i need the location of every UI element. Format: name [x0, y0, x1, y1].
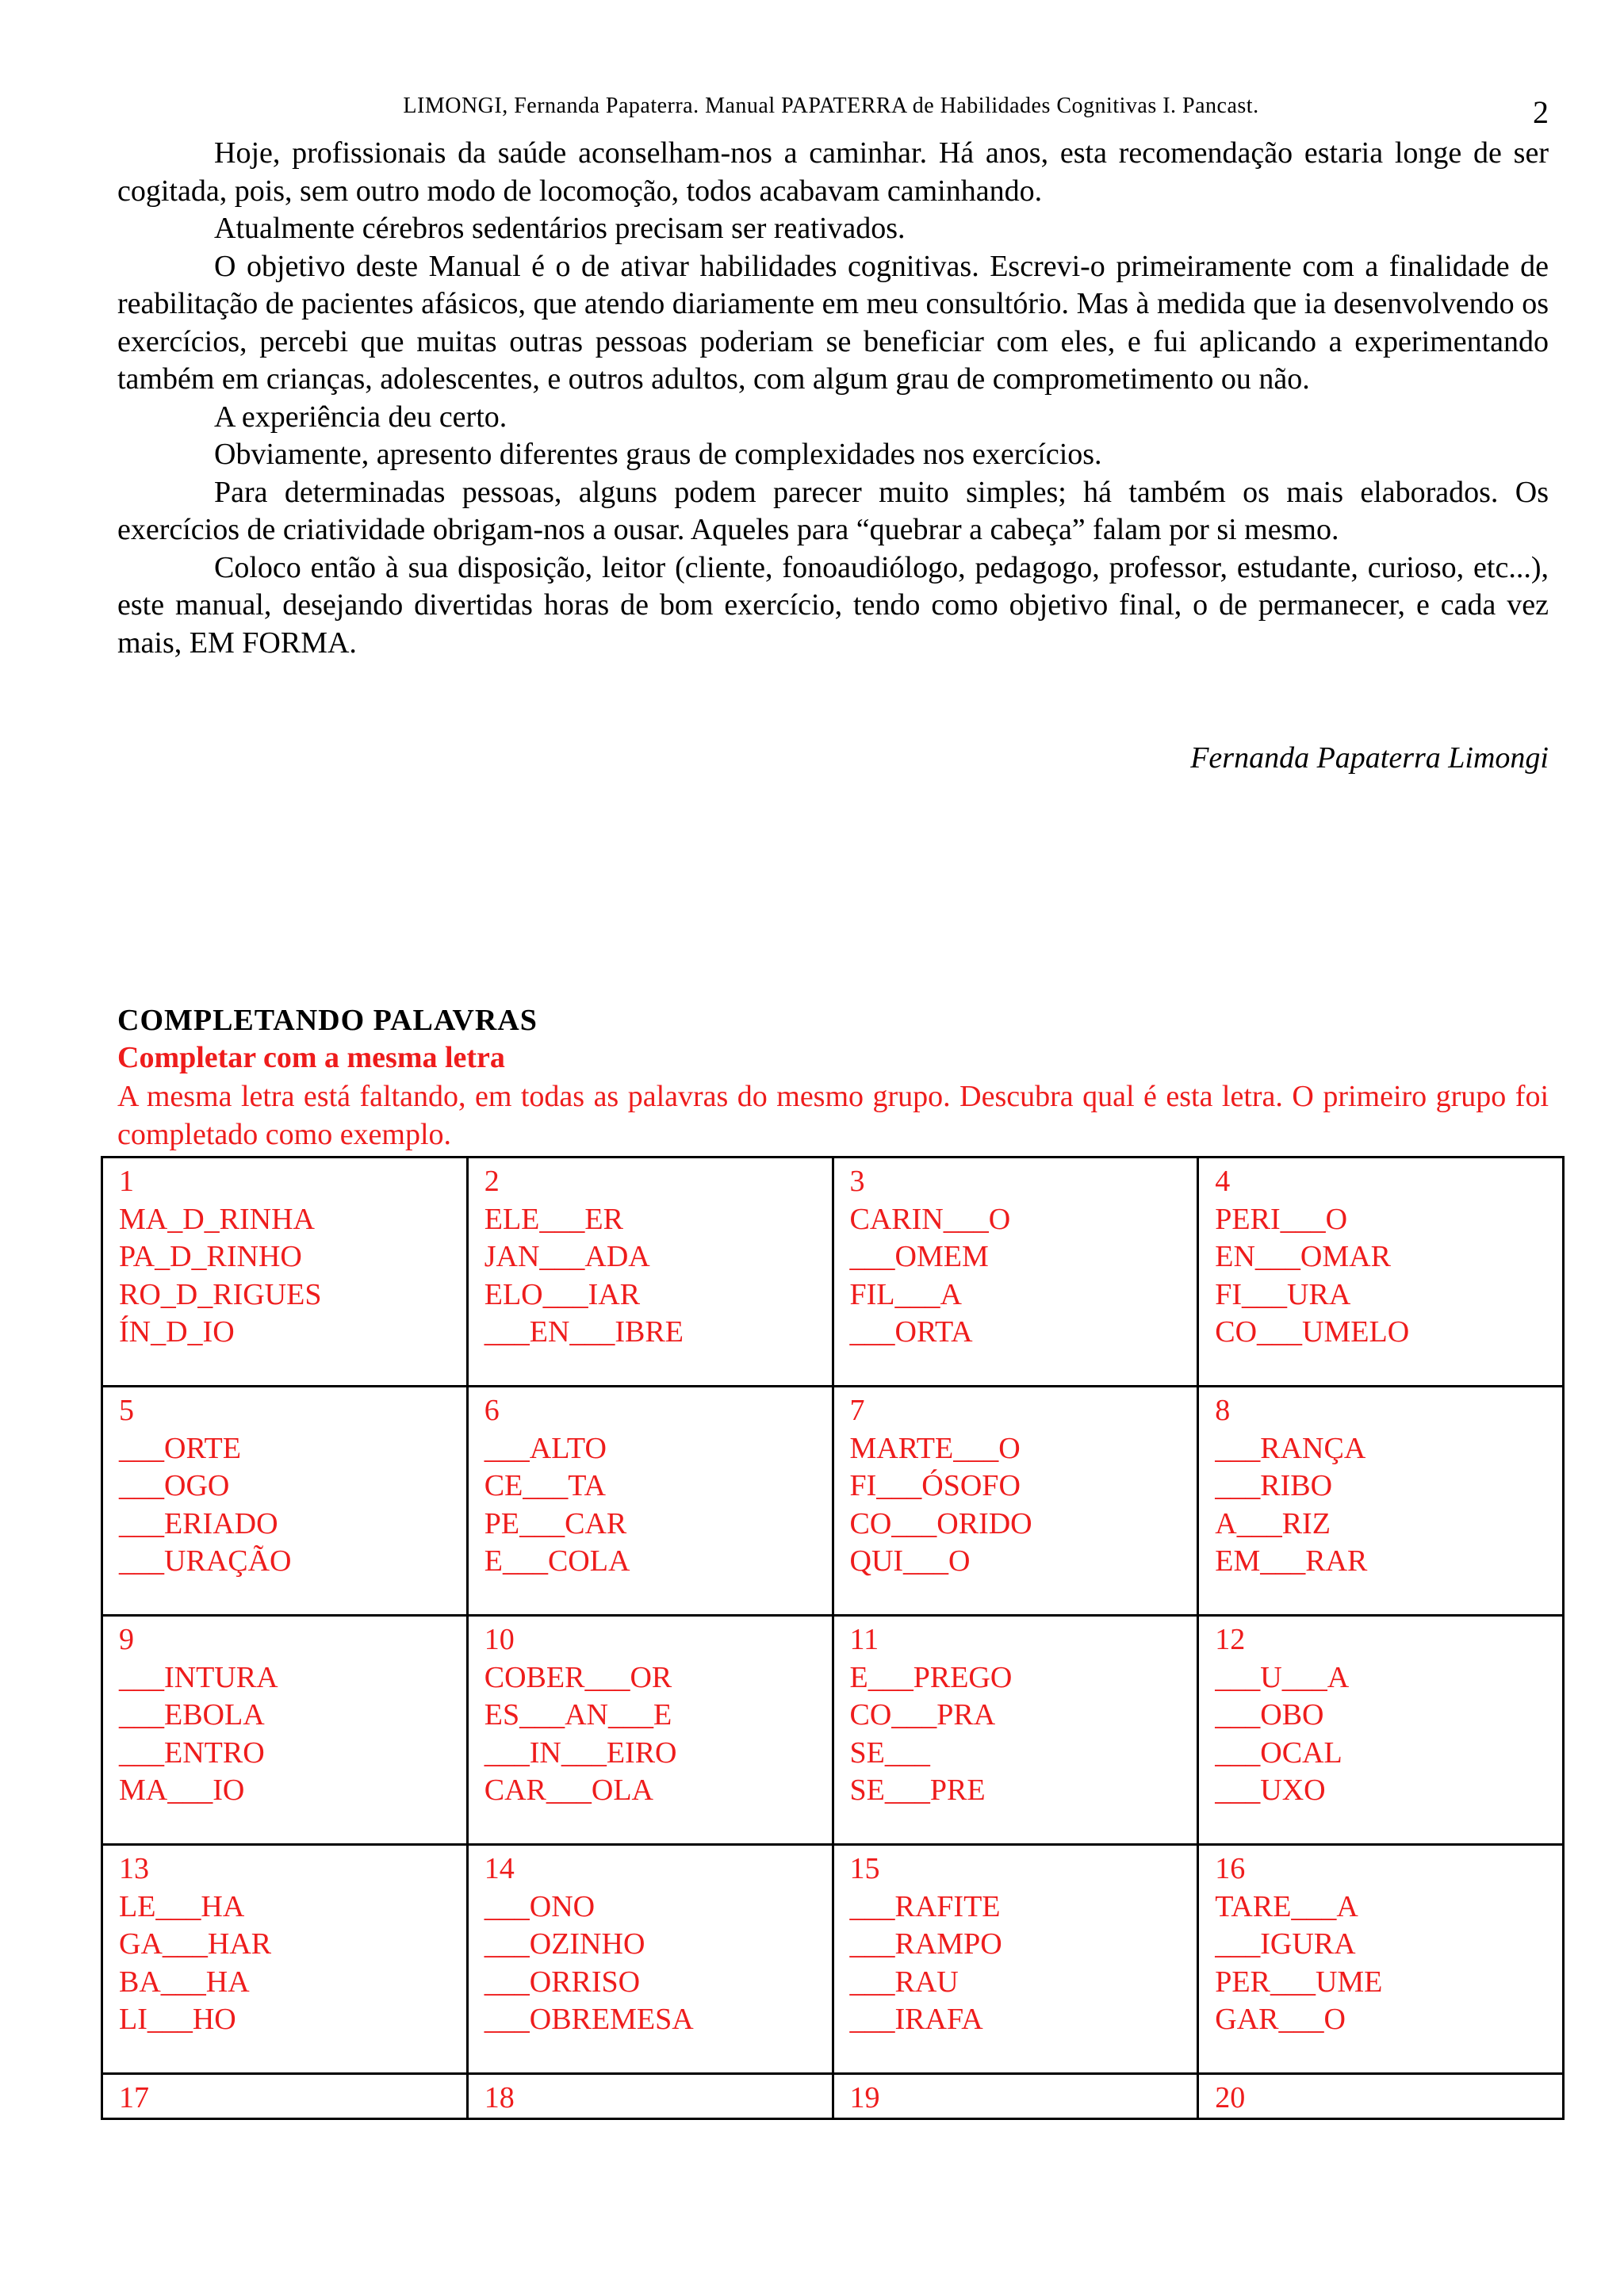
- exercise-word[interactable]: RO_D_RIGUES: [119, 1277, 322, 1311]
- exercise-word[interactable]: LE___HA: [119, 1889, 245, 1923]
- exercise-number: 18: [484, 2081, 515, 2114]
- exercise-word[interactable]: JAN___ADA: [484, 1240, 650, 1273]
- exercise-word[interactable]: ___RAFITE: [849, 1889, 1001, 1923]
- exercise-cell: [102, 1158, 468, 1387]
- exercise-word[interactable]: ELE___ER: [484, 1202, 623, 1236]
- exercise-word[interactable]: PE___CAR: [484, 1506, 627, 1540]
- paragraph: Hoje, profissionais da saúde aconselham-nos a caminhar. Há anos, esta recomendação estaria longe de ser cogitada, pois, sem outro modo de locomoção, todos acabavam caminhando.: [117, 136, 1549, 208]
- exercise-cell: [1198, 1845, 1564, 2074]
- exercise-word[interactable]: ___EBOLA: [119, 1698, 265, 1732]
- exercise-word[interactable]: ___ERIADO: [119, 1506, 278, 1540]
- exercise-cell: [1198, 1387, 1564, 1616]
- exercise-word[interactable]: ___OMEM: [849, 1240, 989, 1273]
- exercise-word[interactable]: CO___PRA: [849, 1698, 996, 1732]
- exercise-word[interactable]: ___URAÇÃO: [119, 1544, 292, 1578]
- exercise-word[interactable]: CO___ORIDO: [849, 1506, 1032, 1540]
- paragraph: A experiência deu certo.: [214, 400, 508, 434]
- exercise-word[interactable]: ___UXO: [1215, 1774, 1326, 1807]
- exercise-number: 15: [849, 1852, 880, 1885]
- exercise-grid: [101, 1156, 1565, 2120]
- paragraph: Coloco então à sua disposição, leitor (cliente, fonoaudiólogo, pedagogo, professor, estudante, curioso, etc...), este manual, desejando divertidas horas de bom exercício, tendo como objetivo final, o de permanecer, e cada vez mais, EM FORMA.: [117, 550, 1549, 660]
- exercise-subtitle: Completar com a mesma letra: [117, 1041, 505, 1074]
- exercise-word[interactable]: A___RIZ: [1215, 1506, 1331, 1540]
- exercise-word[interactable]: PERI___O: [1215, 1202, 1348, 1236]
- exercise-word[interactable]: ___ORTE: [119, 1431, 241, 1465]
- exercise-word[interactable]: GA___HAR: [119, 1927, 272, 1961]
- exercise-word[interactable]: GAR___O: [1215, 2003, 1346, 2036]
- paragraph: Obviamente, apresento diferentes graus de complexidades nos exercícios.: [214, 438, 1102, 471]
- grid-row: [102, 1158, 1564, 1387]
- exercise-word[interactable]: MARTE___O: [849, 1431, 1021, 1465]
- exercise-word[interactable]: PER___UME: [1215, 1965, 1383, 1999]
- exercise-number: 1: [119, 1165, 134, 1198]
- exercise-number: 2: [484, 1165, 500, 1198]
- exercise-word[interactable]: CO___UMELO: [1215, 1315, 1410, 1349]
- exercise-number: 10: [484, 1623, 515, 1656]
- exercise-word[interactable]: ___ORRISO: [484, 1965, 641, 1999]
- exercise-cell: [833, 1387, 1198, 1616]
- exercise-word[interactable]: EN___OMAR: [1215, 1240, 1391, 1273]
- exercise-cell: [833, 2074, 1198, 2119]
- exercise-cell: [467, 2074, 833, 2119]
- exercise-word[interactable]: ___IN___EIRO: [484, 1735, 677, 1770]
- exercise-word[interactable]: LI___HO: [119, 2003, 236, 2036]
- exercise-word[interactable]: FI___ÓSOFO: [849, 1469, 1021, 1502]
- exercise-number: 9: [119, 1623, 134, 1656]
- page-number: 2: [1533, 94, 1549, 130]
- exercise-number: 12: [1215, 1623, 1246, 1656]
- exercise-word[interactable]: QUI___O: [849, 1544, 971, 1578]
- exercise-word[interactable]: SE___PRE: [849, 1774, 986, 1807]
- exercise-word[interactable]: ___INTURA: [119, 1660, 278, 1694]
- grid-row: [102, 1845, 1564, 2074]
- exercise-number: 14: [484, 1852, 515, 1885]
- exercise-word[interactable]: ___RAMPO: [849, 1927, 1002, 1961]
- exercise-word[interactable]: TARE___A: [1215, 1889, 1358, 1923]
- exercise-word[interactable]: ___U___A: [1215, 1660, 1350, 1694]
- grid-row: [102, 1387, 1564, 1616]
- exercise-word[interactable]: PA_D_RINHO: [119, 1240, 302, 1273]
- exercise-instructions: A mesma letra está faltando, em todas as palavras do mesmo grupo. Descubra qual é esta letra. O primeiro grupo foi completado como exemplo.: [117, 1080, 1549, 1151]
- exercise-number: 19: [849, 2081, 880, 2114]
- paragraph: Para determinadas pessoas, alguns podem parecer muito simples; há também os mais elaborados. Os exercícios de criatividade obrigam-nos a ousar. Aqueles para “quebrar a cabeça” falam por si mesmo.: [117, 475, 1549, 546]
- exercise-word[interactable]: ___ONO: [484, 1889, 596, 1923]
- exercise-cell: [102, 1387, 468, 1616]
- exercise-cell: [102, 2074, 468, 2119]
- exercise-word[interactable]: MA___IO: [119, 1774, 245, 1807]
- exercise-word[interactable]: E___PREGO: [849, 1660, 1013, 1694]
- exercise-word[interactable]: COBER___OR: [484, 1660, 672, 1694]
- exercise-word[interactable]: EM___RAR: [1215, 1544, 1368, 1578]
- exercise-cell: [467, 1158, 833, 1387]
- exercise-number: 6: [484, 1394, 500, 1427]
- exercise-number: 20: [1215, 2081, 1246, 2114]
- exercise-word[interactable]: ___RANÇA: [1215, 1431, 1366, 1465]
- exercise-word[interactable]: E___COLA: [484, 1544, 630, 1578]
- exercise-word[interactable]: ___OBREMESA: [484, 2003, 694, 2036]
- intro-text: [117, 135, 1549, 662]
- grid-row: [102, 1616, 1564, 1845]
- exercise-word[interactable]: ___EN___IBRE: [484, 1315, 684, 1349]
- exercise-word[interactable]: ___IGURA: [1215, 1927, 1356, 1961]
- exercise-cell: [833, 1845, 1198, 2074]
- exercise-number: 16: [1215, 1852, 1246, 1885]
- running-header: LIMONGI, Fernanda Papaterra. Manual PAPATERRA de Habilidades Cognitivas I. Pancast.: [403, 94, 1259, 118]
- exercise-word[interactable]: CARIN___O: [849, 1202, 1011, 1236]
- exercise-word[interactable]: ES___AN___E: [484, 1698, 672, 1732]
- exercise-word[interactable]: ___ENTRO: [119, 1735, 265, 1770]
- exercise-word[interactable]: ___IRAFA: [849, 2003, 983, 2036]
- exercise-word[interactable]: CAR___OLA: [484, 1774, 653, 1807]
- section-title: COMPLETANDO PALAVRAS: [117, 1004, 538, 1037]
- exercise-word[interactable]: FIL___A: [849, 1277, 962, 1311]
- exercise-word[interactable]: CE___TA: [484, 1469, 606, 1502]
- exercise-cell: [833, 1158, 1198, 1387]
- exercise-cell: [467, 1616, 833, 1845]
- exercise-word[interactable]: ___OCAL: [1215, 1735, 1342, 1770]
- exercise-number: 3: [849, 1165, 865, 1198]
- grid-row: [102, 2074, 1564, 2119]
- exercise-word[interactable]: FI___URA: [1215, 1277, 1351, 1311]
- exercise-number: 4: [1215, 1165, 1231, 1198]
- exercise-number: 13: [119, 1852, 149, 1885]
- exercise-word[interactable]: ___OGO: [119, 1469, 230, 1502]
- exercise-number: 7: [849, 1394, 865, 1427]
- exercise-word[interactable]: BA___HA: [119, 1965, 250, 1999]
- paragraph: O objetivo deste Manual é o de ativar habilidades cognitivas. Escrevi-o primeiramente com a finalidade de reabilitação de pacientes afásicos, que atendo diariamente em meu consultório. Mas à medida que ia desenvolvendo os exercícios, percebi que muitas outras pessoas poderiam se beneficiar com eles, e fui aplicando a experimentando também em crianças, adolescentes, e outros adultos, com algum grau de comprometimento ou não.: [117, 249, 1549, 396]
- exercise-word[interactable]: ÍN_D_IO: [119, 1315, 235, 1349]
- exercise-number: 8: [1215, 1394, 1231, 1427]
- exercise-number: 17: [119, 2081, 149, 2114]
- exercise-cell: [467, 1387, 833, 1616]
- exercise-word[interactable]: ___OBO: [1215, 1698, 1324, 1732]
- exercise-number: 5: [119, 1394, 134, 1427]
- exercise-word[interactable]: ___RAU: [849, 1965, 959, 1999]
- exercise-number: 11: [849, 1623, 879, 1656]
- paragraph: Atualmente cérebros sedentários precisam ser reativados.: [214, 212, 906, 245]
- exercise-word[interactable]: ___RIBO: [1215, 1469, 1333, 1502]
- exercise-word[interactable]: ___OZINHO: [484, 1927, 645, 1961]
- author-signature: Fernanda Papaterra Limongi: [1190, 741, 1549, 775]
- exercise-word[interactable]: ___ALTO: [484, 1431, 607, 1465]
- exercise-word[interactable]: ELO___IAR: [484, 1277, 641, 1311]
- exercise-cell: [1198, 1158, 1564, 1387]
- exercise-cell: [1198, 1616, 1564, 1845]
- exercise-cell: [102, 1845, 468, 2074]
- exercise-word[interactable]: MA_D_RINHA: [119, 1202, 315, 1236]
- exercise-word[interactable]: SE___: [849, 1735, 930, 1770]
- exercise-cell: [1198, 2074, 1564, 2119]
- exercise-word[interactable]: ___ORTA: [849, 1315, 973, 1349]
- exercise-cell: [467, 1845, 833, 2074]
- exercise-cell: [102, 1616, 468, 1845]
- exercise-cell: [833, 1616, 1198, 1845]
